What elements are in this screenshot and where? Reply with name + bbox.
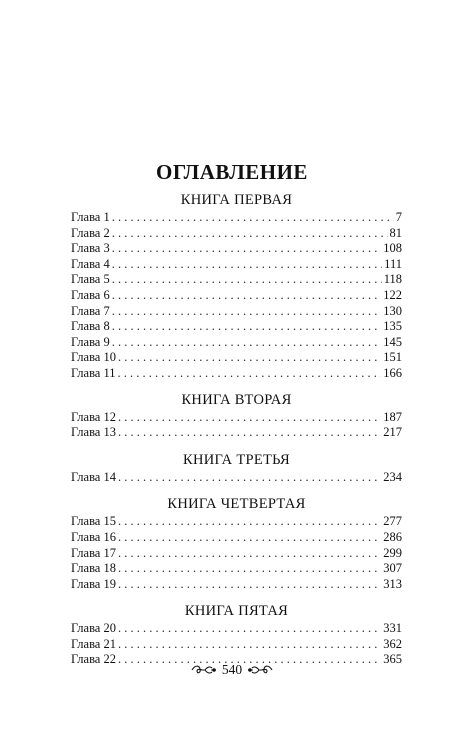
chapter-label: Глава 1: [71, 210, 110, 224]
chapter-page-number: 286: [383, 529, 402, 544]
toc-entry[interactable]: [71, 470, 402, 486]
chapter-page-number: 145: [383, 334, 402, 349]
dot-leader: [112, 335, 382, 351]
chapter-page-number: 234: [383, 469, 402, 484]
chapter-list: [71, 470, 402, 486]
dot-leader: [118, 410, 381, 426]
book-heading: КНИГА ВТОРАЯ: [181, 391, 292, 408]
page-title: ОГЛАВЛЕНИЕ: [156, 160, 308, 184]
chapter-page-number: 7: [395, 210, 402, 224]
toc-entry[interactable]: [71, 637, 402, 653]
chapter-page-number: 362: [383, 636, 402, 651]
chapter-label: Глава 20: [71, 621, 116, 636]
chapter-label: Глава 14: [71, 469, 116, 484]
chapter-page-number: 118: [383, 272, 402, 287]
chapter-label: Глава 9: [71, 334, 110, 349]
toc-entry[interactable]: [71, 546, 402, 562]
page-footer: [0, 662, 464, 678]
dot-leader: [118, 366, 382, 382]
chapter-label: Глава 11: [71, 365, 116, 380]
chapter-page-number: 307: [383, 561, 402, 576]
chapter-label: Глава 18: [71, 561, 116, 576]
chapter-list: [71, 210, 402, 382]
chapter-label: Глава 2: [71, 225, 110, 240]
dot-leader: [118, 350, 381, 366]
toc-entry[interactable]: [71, 410, 402, 426]
toc-entry[interactable]: [71, 288, 402, 304]
chapter-page-number: 331: [383, 621, 402, 636]
toc-entry[interactable]: [71, 241, 402, 257]
toc-book-2: [71, 392, 402, 441]
toc-book-5: [71, 603, 402, 668]
book-heading: КНИГА ТРЕТЬЯ: [183, 451, 290, 468]
chapter-label: Глава 10: [71, 350, 116, 365]
chapter-label: Глава 21: [71, 636, 116, 651]
dot-leader: [112, 257, 382, 273]
toc-entry[interactable]: [71, 210, 402, 226]
chapter-page-number: 151: [383, 350, 402, 365]
dot-leader: [112, 241, 382, 257]
toc-entry[interactable]: [71, 514, 402, 530]
toc-entry[interactable]: [71, 304, 402, 320]
toc-entry[interactable]: [71, 425, 402, 441]
book-heading: КНИГА ЧЕТВЕРТАЯ: [167, 496, 306, 513]
toc-entry[interactable]: [71, 335, 402, 351]
toc-entry[interactable]: [71, 530, 402, 546]
chapter-page-number: 166: [383, 365, 402, 380]
chapter-label: Глава 15: [71, 514, 116, 529]
chapter-list: [71, 410, 402, 441]
dot-leader: [118, 425, 381, 441]
dot-leader: [112, 304, 382, 320]
chapter-page-number: 108: [383, 241, 402, 256]
toc-entry[interactable]: [71, 272, 402, 288]
chapter-label: Глава 17: [71, 545, 116, 560]
chapter-page-number: 130: [383, 303, 402, 318]
dot-leader: [118, 530, 381, 546]
dot-leader: [118, 470, 381, 486]
dot-leader: [118, 546, 381, 562]
chapter-page-number: 111: [384, 256, 402, 271]
chapter-label: Глава 3: [71, 241, 110, 256]
toc-book-1: [71, 192, 402, 382]
chapter-page-number: 277: [383, 514, 402, 529]
chapter-label: Глава 7: [71, 303, 110, 318]
chapter-page-number: 217: [383, 425, 402, 440]
chapter-page-number: 313: [383, 576, 402, 591]
dot-leader: [112, 226, 388, 242]
chapter-page-number: 299: [383, 545, 402, 560]
dot-leader: [112, 210, 394, 226]
chapter-label: Глава 19: [71, 576, 116, 591]
table-of-contents: [71, 192, 402, 668]
toc-entry[interactable]: [71, 226, 402, 242]
flourish-ornament-icon: [191, 664, 217, 676]
dot-leader: [118, 561, 381, 577]
dot-leader: [118, 577, 381, 593]
toc-entry[interactable]: [71, 366, 402, 382]
chapter-label: Глава 13: [71, 425, 116, 440]
chapter-label: Глава 16: [71, 529, 116, 544]
toc-entry[interactable]: [71, 621, 402, 637]
chapter-label: Глава 8: [71, 319, 110, 334]
chapter-label: Глава 6: [71, 287, 110, 302]
dot-leader: [118, 621, 381, 637]
dot-leader: [118, 514, 381, 530]
dot-leader: [112, 288, 382, 304]
chapter-page-number: 122: [383, 287, 402, 302]
toc-entry[interactable]: [71, 350, 402, 366]
chapter-page-number: 365: [383, 652, 402, 667]
dot-leader: [112, 319, 382, 335]
chapter-list: [71, 514, 402, 592]
dot-leader: [118, 637, 381, 653]
chapter-label: Глава 5: [71, 272, 110, 287]
toc-entry[interactable]: [71, 561, 402, 577]
book-heading: КНИГА ПЯТАЯ: [184, 603, 289, 620]
toc-entry[interactable]: [71, 577, 402, 593]
chapter-label: Глава 12: [71, 409, 116, 424]
chapter-page-number: 81: [389, 225, 402, 240]
dot-leader: [112, 272, 382, 288]
chapter-page-number: 135: [383, 319, 402, 334]
page-number: 540: [221, 662, 243, 677]
toc-entry[interactable]: [71, 257, 402, 273]
toc-entry[interactable]: [71, 319, 402, 335]
toc-book-3: [71, 452, 402, 486]
toc-book-4: [71, 496, 402, 592]
chapter-page-number: 187: [383, 409, 402, 424]
chapter-label: Глава 4: [71, 256, 110, 271]
chapter-label: Глава 22: [71, 652, 116, 667]
book-heading: КНИГА ПЕРВАЯ: [180, 192, 293, 208]
flourish-ornament-icon: [247, 664, 273, 676]
